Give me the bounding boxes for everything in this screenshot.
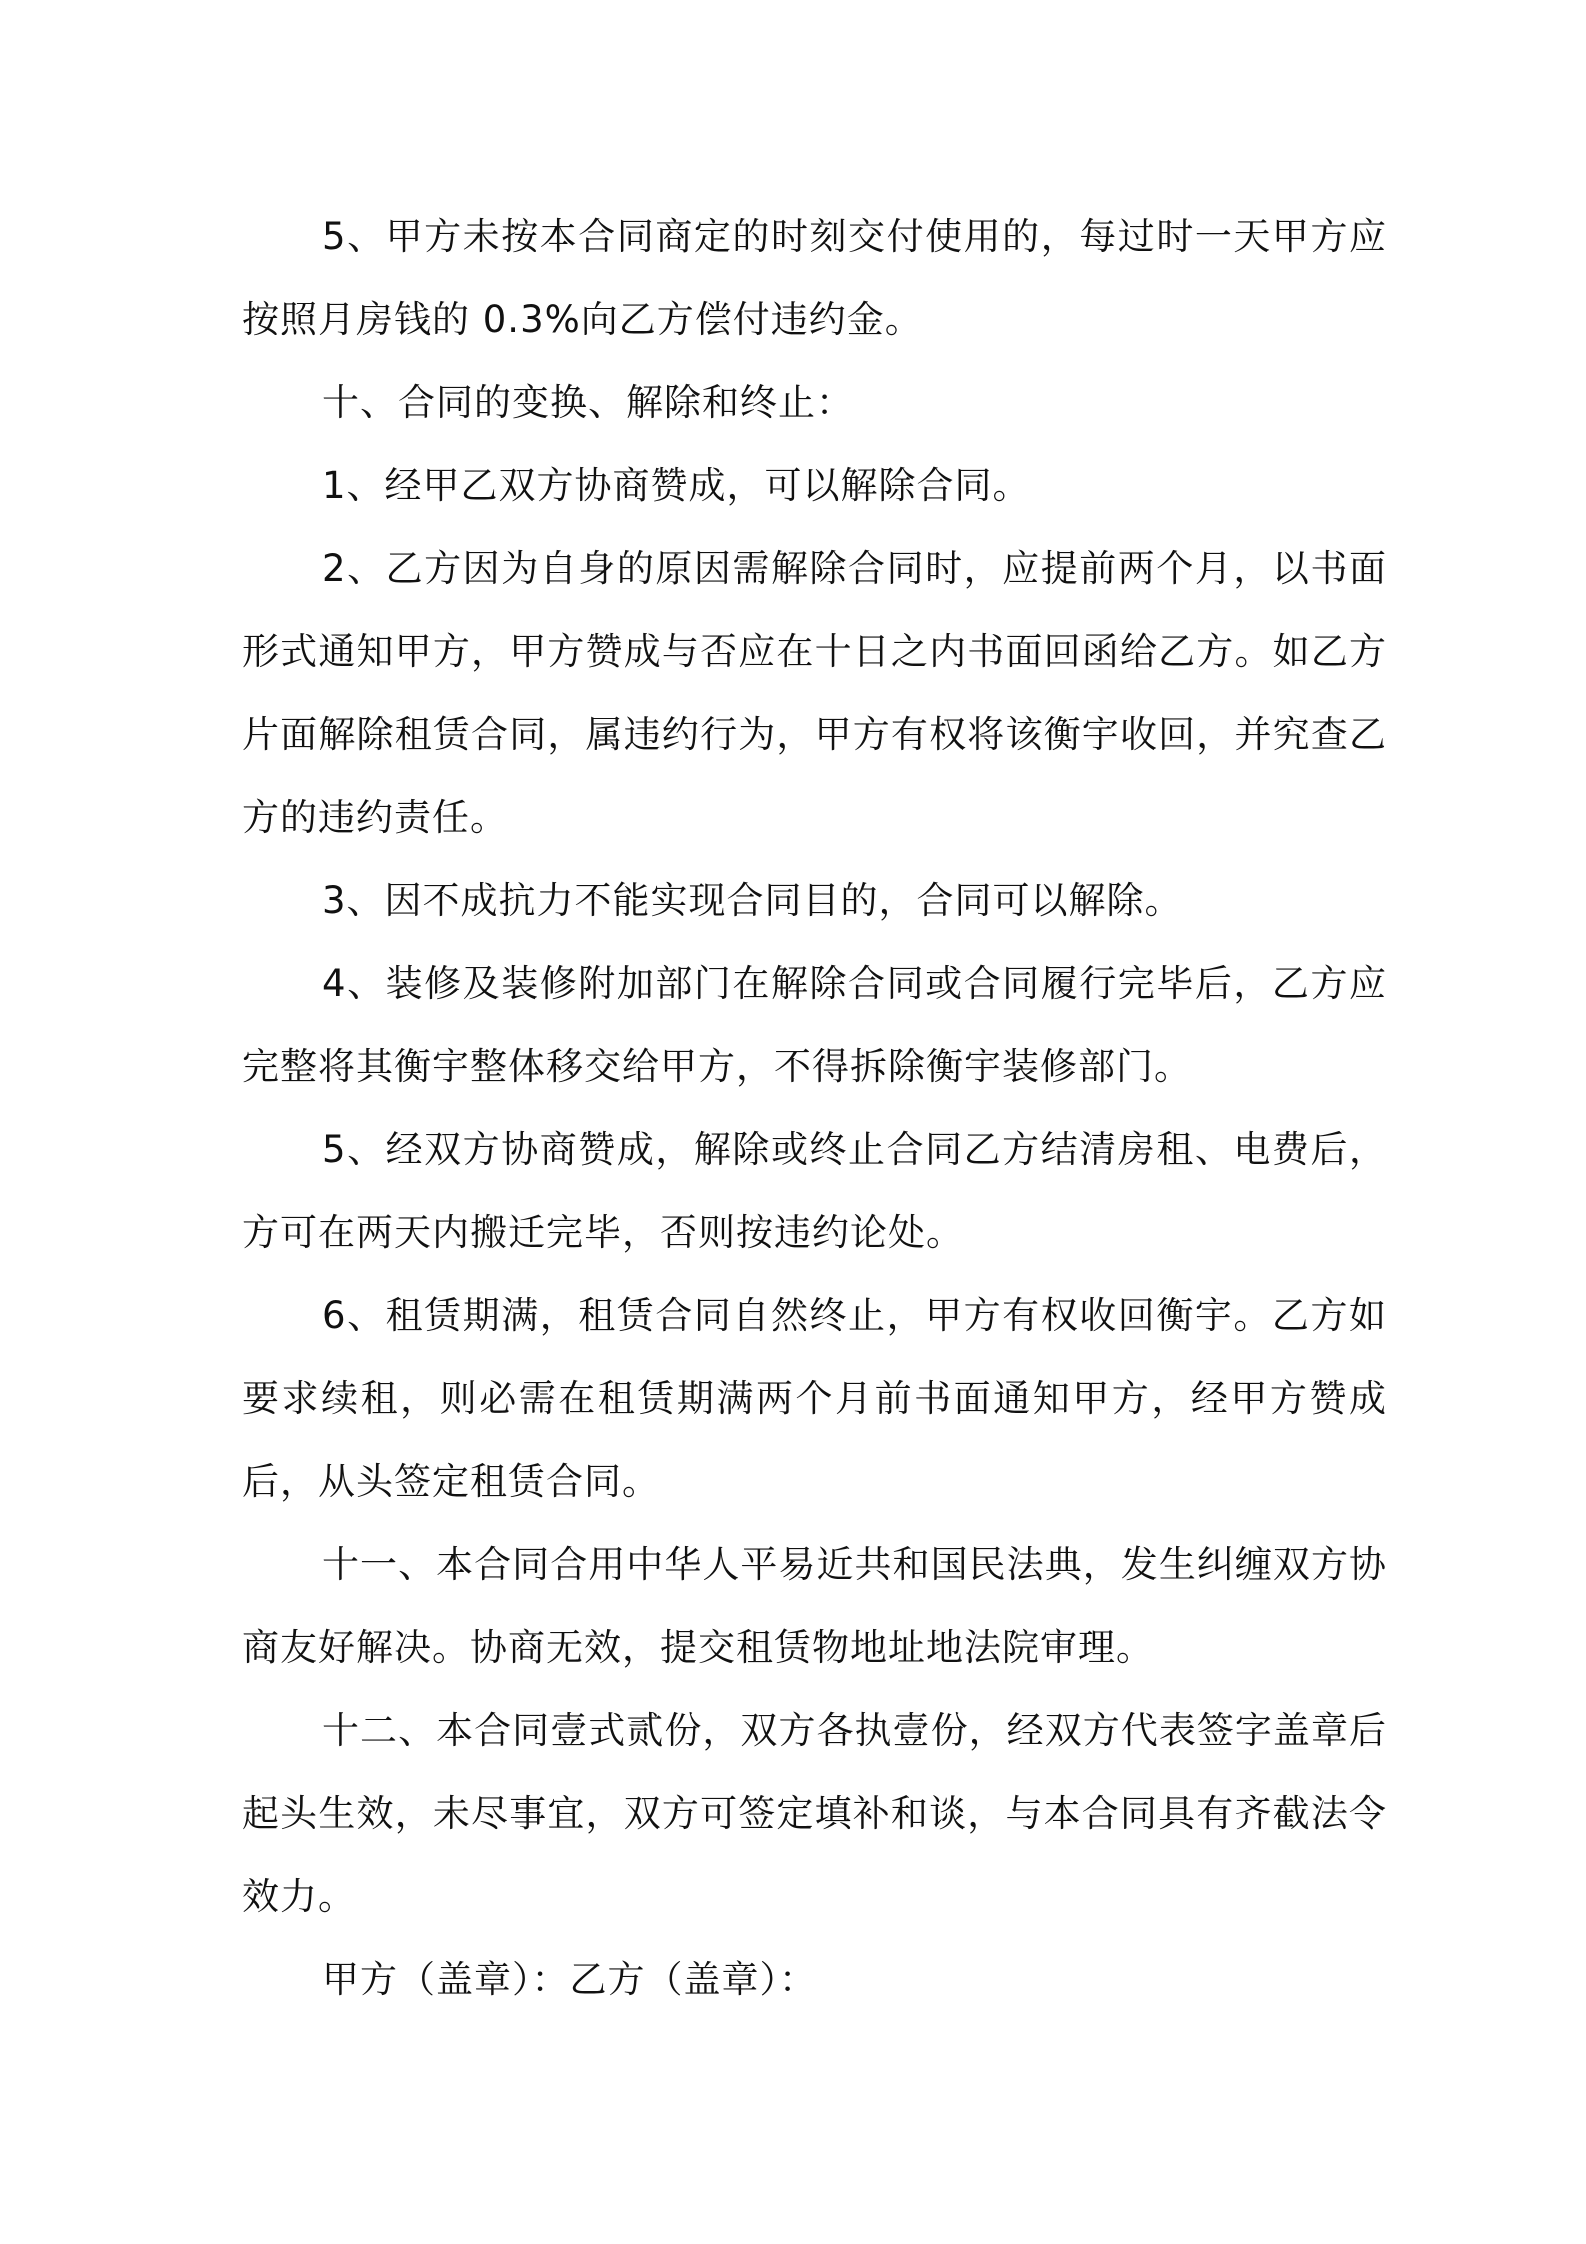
clause-10-6: 6、租赁期满，租赁合同自然终止，甲方有权收回衡宇。乙方如要求续租，则必需在租赁期满两个月前书面通知甲方，经甲方赞成后，从头签定租赁合同。	[242, 1294, 1387, 1503]
signature-line: 甲方（盖章）：乙方（盖章）：	[322, 1958, 817, 2001]
clause-9-5-penalty: 5、甲方未按本合同商定的时刻交付使用的，每过时一天甲方应按照月房钱的 0.3%向乙方偿付违约金。	[242, 215, 1387, 341]
clause-10-1: 1、经甲乙双方协商赞成，可以解除合同。	[322, 464, 1031, 507]
section-10-heading: 十、合同的变换、解除和终止：	[322, 381, 854, 424]
contract-body	[242, 195, 1387, 2021]
section-11: 十一、本合同合用中华人平易近共和国民法典，发生纠缠双方协商友好解决。协商无效，提交租赁物地址地法院审理。	[242, 1543, 1387, 1669]
clause-10-3: 3、因不成抗力不能实现合同目的，合同可以解除。	[322, 879, 1183, 922]
clause-10-4: 4、装修及装修附加部门在解除合同或合同履行完毕后，乙方应完整将其衡宇整体移交给甲方，不得拆除衡宇装修部门。	[242, 962, 1387, 1088]
clause-10-2: 2、乙方因为自身的原因需解除合同时，应提前两个月，以书面形式通知甲方，甲方赞成与否应在十日之内书面回函给乙方。如乙方片面解除租赁合同，属违约行为，甲方有权将该衡宇收回，并究查乙方的违约责任。	[242, 547, 1387, 839]
clause-10-5: 5、经双方协商赞成，解除或终止合同乙方结清房租、电费后，方可在两天内搬迁完毕，否则按违约论处。	[242, 1128, 1387, 1254]
section-12: 十二、本合同壹式贰份，双方各执壹份，经双方代表签字盖章后起头生效，未尽事宜，双方可签定填补和谈，与本合同具有齐截法令效力。	[242, 1709, 1387, 1918]
